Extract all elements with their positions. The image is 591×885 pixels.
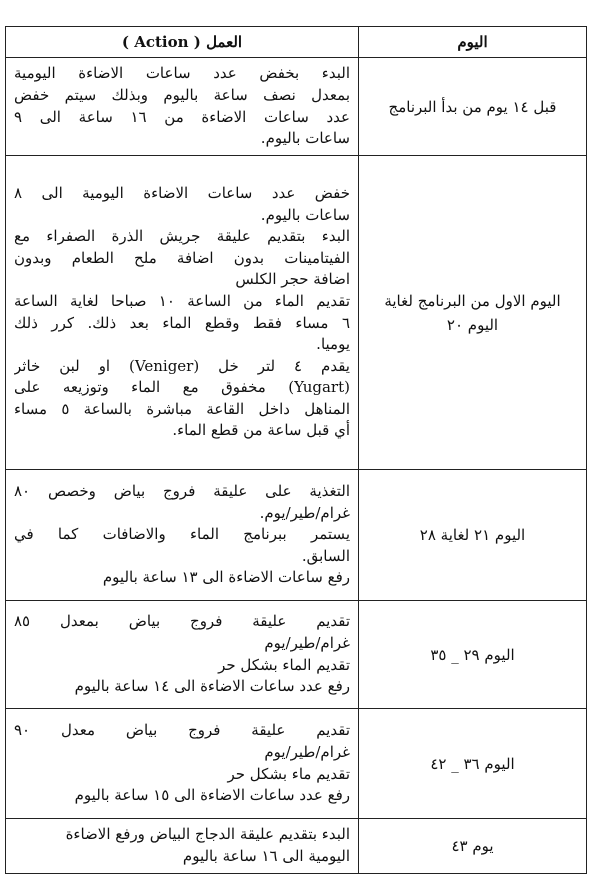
action-cell: التغذية على عليقة فروج بياض وخصص ٨٠ غرام/طير/يوم. يستمر ببرنامج الماء والاضافات كما في السابق. رفع ساعات الاضاءة الى ١٣ ساعة باليوم <box>6 470 359 601</box>
action-cell: البدء بتقديم عليقة الدجاج البياض ورفع الاضاءة اليومية الى ١٦ ساعة باليوم <box>6 819 359 874</box>
day-cell: اليوم ٢٩ _ ٣٥ <box>359 601 587 709</box>
action-cell: تقديم عليقة فروج بياض بمعدل ٨٥ غرام/طير/يوم تقديم الماء بشكل حر رفع عدد ساعات الاضاءة الى ١٤ ساعة باليوم <box>6 601 359 709</box>
table-header-row <box>6 27 587 58</box>
day-cell: اليوم ٢١ لغاية ٢٨ <box>359 470 587 601</box>
day-cell: قبل ١٤ يوم من بدأ البرنامج <box>359 58 587 156</box>
table-row <box>6 156 587 470</box>
table-row <box>6 470 587 601</box>
day-column-header: اليوم <box>359 27 587 58</box>
table-row <box>6 58 587 156</box>
table-row <box>6 709 587 819</box>
action-column-header: العمل ( Action ) <box>6 27 359 58</box>
day-cell: اليوم الاول من البرنامج لغاية اليوم ٢٠ <box>359 156 587 470</box>
day-cell: اليوم ٣٦ _ ٤٢ <box>359 709 587 819</box>
day-cell: يوم ٤٣ <box>359 819 587 874</box>
action-cell: البدء بخفض عدد ساعات الاضاءة اليومية بمعدل نصف ساعة باليوم وبذلك سيتم خفض عدد ساعات الاضاءة من ١٦ ساعة الى ٩ ساعات باليوم. <box>6 58 359 156</box>
program-table <box>5 26 587 874</box>
action-cell: خفض عدد ساعات الاضاءة اليومية الى ٨ ساعات باليوم. البدء بتقديم عليقة جريش الذرة الصفراء مع الفيتامينات بدون اضافة ملح الطعام وبدون اضافة حجر الكلس تقديم الماء من الساعة ١٠ صباحا لغاية الساعة ٦ مساء فقط وقطع الماء بعد ذلك. كرر ذلك يوميا. يقدم ٤ لتر خل (Veniger) او لبن خاثر (Yugart) مخفوق مع الماء وتوزيعه على المناهل داخل القاعة مباشرة بالساعة ٥ مساء أي قبل ساعة من قطع الماء. <box>6 156 359 470</box>
table-row <box>6 819 587 874</box>
action-cell: تقديم عليقة فروج بياض معدل ٩٠ غرام/طير/يوم تقديم ماء بشكل حر رفع عدد ساعات الاضاءة الى ١٥ ساعة باليوم <box>6 709 359 819</box>
table-row <box>6 601 587 709</box>
